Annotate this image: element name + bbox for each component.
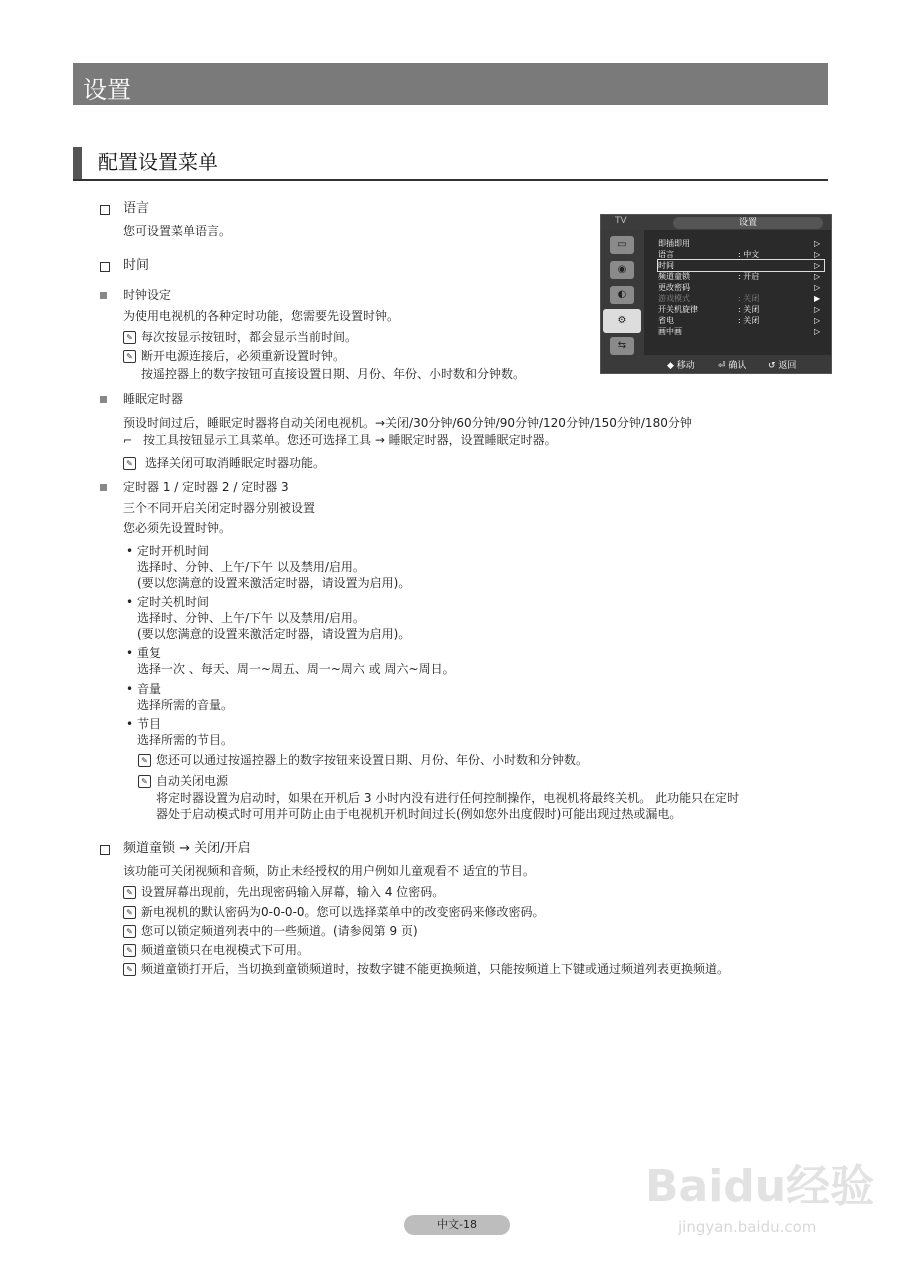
tv-menu-list: [646, 232, 826, 354]
timer-on-line1: 选择时、分钟、上午/下午 以及禁用/启用。: [137, 560, 365, 574]
square-bullet-icon: [100, 484, 107, 491]
lock-note-3: 您可以锁定频道列表中的一些频道。(请参阅第 9 页): [141, 924, 418, 938]
section-title-text: 配置设置菜单: [98, 150, 218, 174]
lock-desc: 该功能可关闭视频和音频，防止未经授权的用户例如儿童观看不 适宜的节目。: [123, 864, 535, 878]
tv-menu-screenshot: [600, 214, 832, 374]
clock-note-1: 每次按显示按钮时，都会显示当前时间。: [141, 330, 358, 344]
sleep-desc: 预设时间过后，睡眠定时器将自动关闭电视机。→关闭/30分钟/60分钟/90分钟/120分钟/150分钟/180分钟: [123, 416, 692, 430]
tv-menu-row-selected: 时间 ▷: [658, 260, 824, 271]
sleep-title: 睡眠定时器: [123, 392, 184, 406]
sleep-note: 选择关闭可取消睡眠定时器功能。: [145, 456, 326, 470]
square-bullet-icon: [100, 396, 107, 403]
tv-menu-row: 开关机旋律 : 关闭 ▷: [658, 305, 821, 314]
timers-desc-2: 您必须先设置时钟。: [123, 521, 232, 535]
note-icon: ✎: [138, 775, 151, 788]
lock-note-1: 设置屏幕出现前，先出现密码输入屏幕，输入 4 位密码。: [141, 885, 445, 899]
note-icon: ✎: [123, 963, 136, 976]
clock-note-2: 断开电源连接后，必须重新设置时钟。: [141, 349, 346, 363]
lock-note-5: 频道童锁打开后，当切换到童锁频道时，按数字键不能更换频道，只能按频道上下键或通过频道列表更换频道。: [141, 962, 730, 976]
page-number: 中文-18: [404, 1215, 510, 1235]
checkbox-icon: [100, 845, 110, 855]
repeat-title: 重复: [137, 646, 162, 660]
timer-off-line2: (要以您满意的设置来激活定时器，请设置为启用)。: [137, 627, 411, 641]
input-icon: ⇆: [610, 337, 634, 355]
page-title: 设置: [83, 76, 131, 104]
clock-desc: 为使用电视机的各种定时功能，您需要先设置时钟。: [123, 309, 400, 323]
tv-footer-enter: ⏎ 确认: [718, 361, 747, 371]
note-icon: ✎: [123, 925, 136, 938]
timers-note-2-line2: 器处于启动模式时可用并可防止由于电视机开机时间过长(例如您外出度假时)可能出现过热或漏电。: [156, 807, 682, 821]
tv-menu-row: 即插即用 ▷: [658, 239, 821, 248]
watermark-url: jingyan.baidu.com: [678, 1218, 817, 1236]
timer-on-title: 定时开机时间: [137, 544, 210, 558]
note-icon: ✎: [123, 886, 136, 899]
timers-desc-1: 三个不同开启关闭定时器分别被设置: [123, 501, 316, 515]
channel-icon: ◐: [610, 286, 634, 304]
note-icon: ✎: [123, 331, 136, 344]
header-bar: [73, 63, 828, 105]
tv-menu-topbar: [601, 215, 831, 230]
tv-menu-label: TV: [615, 216, 627, 226]
tv-footer-return: ↺ 返回: [768, 361, 797, 371]
program-line1: 选择所需的节目。: [137, 733, 234, 747]
lock-note-4: 频道童锁只在电视模式下可用。: [141, 943, 310, 957]
timer-off-line1: 选择时、分钟、上午/下午 以及禁用/启用。: [137, 611, 365, 625]
volume-title: 音量: [137, 682, 162, 696]
tv-menu-row: 语言 : 中文 ▷: [658, 250, 821, 259]
square-bullet-icon: [100, 292, 107, 299]
language-title: 语言: [123, 201, 150, 216]
language-desc: 您可设置菜单语言。: [123, 224, 232, 238]
tv-footer-move: ◆ 移动: [667, 361, 695, 371]
tv-menu-sidebar: [601, 230, 644, 355]
tv-menu-row: 游戏模式 : 关闭 ▶: [658, 294, 821, 303]
tv-menu-title: 设置: [673, 217, 823, 229]
note-icon: ✎: [123, 906, 136, 919]
tv-menu-row: 省电 : 关闭 ▷: [658, 316, 821, 325]
note-icon: ✎: [123, 457, 136, 470]
time-title: 时间: [123, 258, 150, 273]
lock-note-2: 新电视机的默认密码为0-0-0-0。您可以选择菜单中的改变密码来修改密码。: [141, 905, 545, 919]
timer-on-line2: (要以您满意的设置来激活定时器，请设置为启用)。: [137, 576, 411, 590]
checkbox-icon: [100, 262, 110, 272]
clock-note-2b: 按遥控器上的数字按钮可直接设置日期、月份、年份、小时数和分钟数。: [141, 367, 526, 381]
volume-line1: 选择所需的音量。: [137, 698, 234, 712]
lock-title: 频道童锁 → 关闭/开启: [123, 841, 251, 856]
picture-icon: ▭: [610, 236, 634, 254]
tv-menu-footer: [601, 355, 831, 373]
watermark-logo: Baidu经验: [645, 1161, 875, 1212]
timers-note-2: 自动关闭电源: [156, 774, 229, 788]
bullet-dot: •: [126, 544, 134, 558]
tools-icon: ⌐: [123, 434, 133, 447]
note-icon: ✎: [138, 754, 151, 767]
bullet-dot: •: [126, 646, 134, 660]
tv-menu-row: 画中画 ▷: [658, 327, 821, 336]
tv-menu-row: 频道童锁 : 开启 ▷: [658, 272, 821, 281]
note-icon: ✎: [123, 944, 136, 957]
timers-note-1: 您还可以通过按遥控器上的数字按钮来设置日期、月份、年份、小时数和分钟数。: [156, 753, 589, 767]
clock-title: 时钟设定: [123, 288, 172, 302]
section-marker: [73, 147, 82, 179]
tv-menu-row: 更改密码 ▷: [658, 283, 821, 292]
checkbox-icon: [100, 205, 110, 215]
program-title: 节目: [137, 717, 162, 731]
bullet-dot: •: [126, 595, 134, 609]
repeat-line1: 选择一次 、每天、周一~周五、周一~周六 或 周六~周日。: [137, 662, 455, 676]
timer-off-title: 定时关机时间: [137, 595, 210, 609]
setup-gear-icon: ⚙: [603, 309, 641, 333]
bullet-dot: •: [126, 682, 134, 696]
sleep-tool: 按工具按钮显示工具菜单。您还可选择工具 → 睡眠定时器，设置睡眠定时器。: [143, 433, 557, 447]
bullet-dot: •: [126, 717, 134, 731]
section-title: [73, 146, 828, 181]
timers-note-2-line1: 将定时器设置为启动时，如果在开机后 3 小时内没有进行任何控制操作，电视机将最终关机。 此功能只在定时: [156, 791, 740, 805]
sound-icon: ◉: [610, 261, 634, 279]
note-icon: ✎: [123, 350, 136, 363]
timers-title: 定时器 1 / 定时器 2 / 定时器 3: [123, 480, 289, 494]
